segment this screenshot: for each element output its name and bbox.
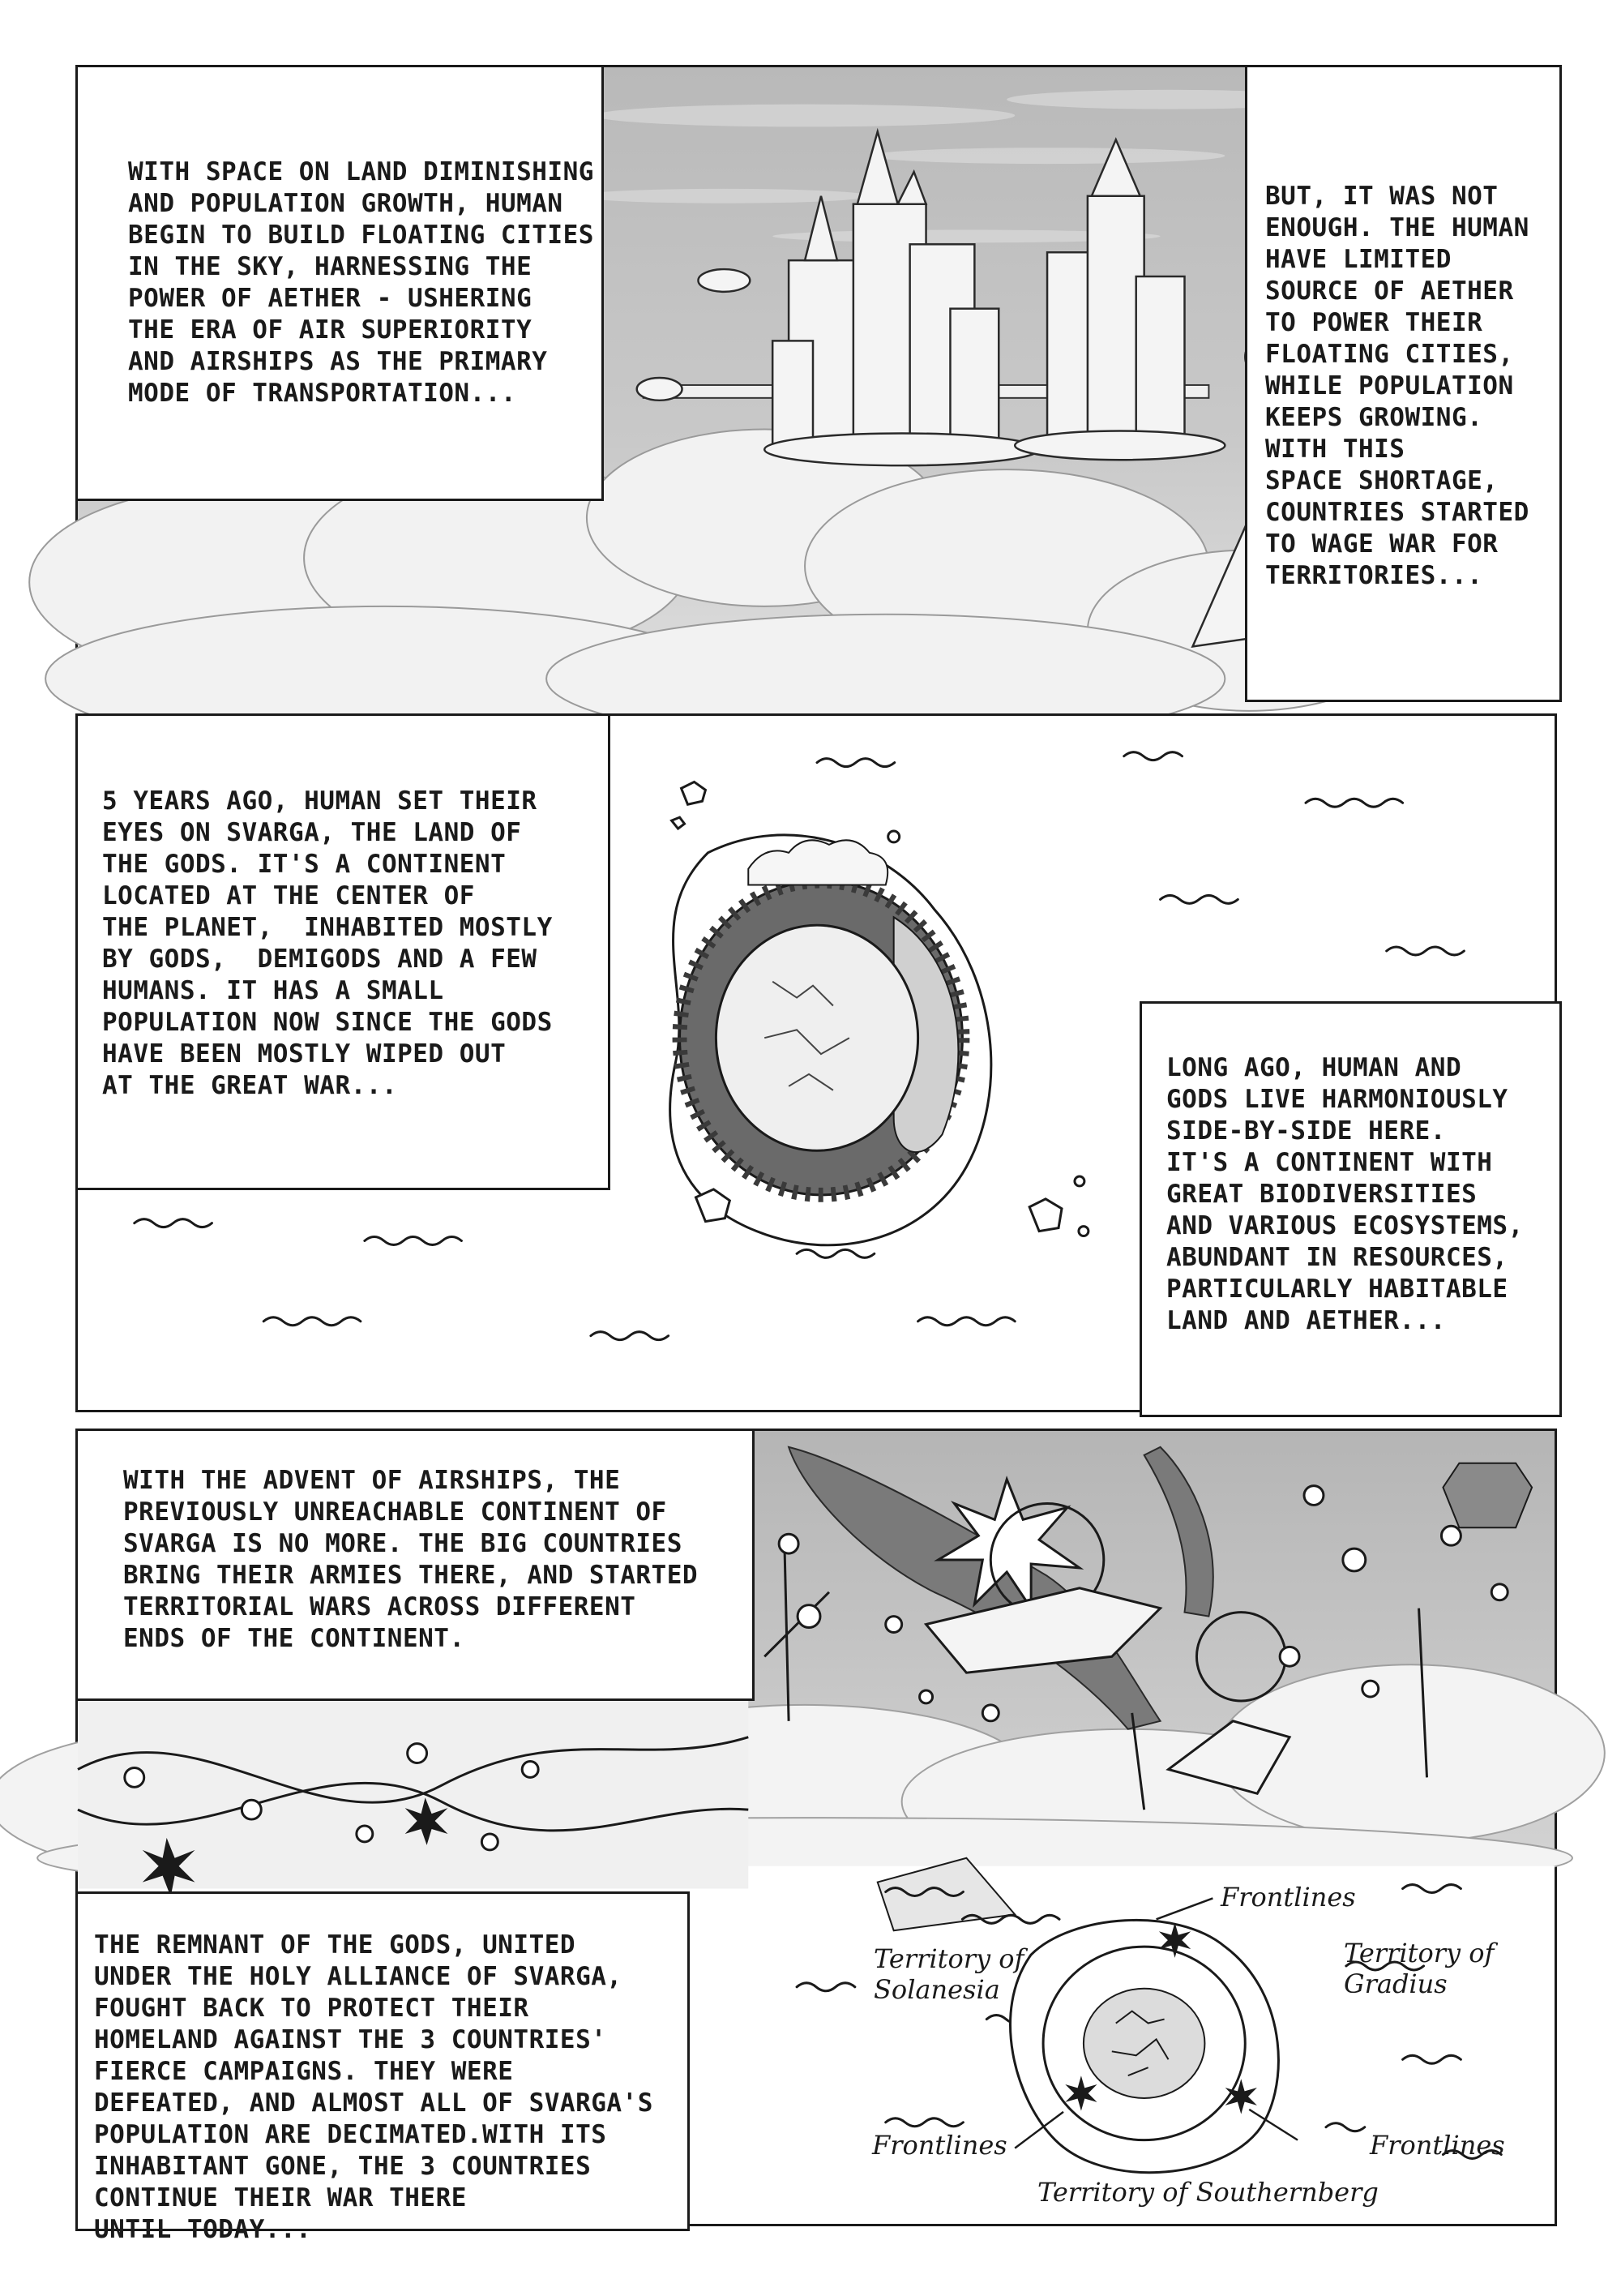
caption-line: COUNTRIES STARTED <box>1265 498 1529 527</box>
caption-line: WITH THIS <box>1265 435 1405 464</box>
caption-line: UNTIL TODAY... <box>94 2215 312 2244</box>
caption-line: SOURCE OF AETHER <box>1265 276 1514 306</box>
caption-line: EYES ON SVARGA, THE LAND OF <box>102 818 522 847</box>
caption-line: FLOATING CITIES, <box>1265 340 1514 369</box>
caption-line: POWER OF AETHER - USHERING <box>128 284 532 313</box>
caption-line: SPACE SHORTAGE, <box>1265 466 1499 495</box>
caption-line: THE GODS. IT'S A CONTINENT <box>102 850 507 879</box>
caption-line: AND AIRSHIPS AS THE PRIMARY <box>128 347 548 376</box>
caption-line: LONG AGO, HUMAN AND <box>1166 1053 1462 1082</box>
caption-line: POPULATION ARE DECIMATED.WITH ITS <box>94 2120 607 2149</box>
map-label-line: Territory of <box>874 1943 1024 1974</box>
caption-line: INHABITANT GONE, THE 3 COUNTRIES <box>94 2152 592 2181</box>
panel-svarga-war <box>75 1429 1557 2244</box>
caption-line: ENOUGH. THE HUMAN <box>1265 213 1529 242</box>
caption-line: UNDER THE HOLY ALLIANCE OF SVARGA, <box>94 1962 622 1991</box>
map-label-territory-southernberg: Territory of Southernberg <box>1037 2177 1379 2208</box>
caption-line: TERRITORIAL WARS ACROSS DIFFERENT <box>123 1592 636 1621</box>
narration-box-territory-war <box>1245 65 1562 702</box>
caption-line: AT THE GREAT WAR... <box>102 1071 398 1100</box>
panel-floating-cities <box>75 65 1557 697</box>
caption-line: GODS LIVE HARMONIOUSLY <box>1166 1085 1508 1114</box>
caption-line: BEGIN TO BUILD FLOATING CITIES <box>128 221 594 250</box>
map-label-frontlines-right: Frontlines <box>1370 2130 1505 2161</box>
map-label-line: Solanesia <box>874 1974 1000 2005</box>
map-label-line: Territory of <box>1344 1938 1495 1968</box>
map-label-line: Gradius <box>1344 1968 1448 1999</box>
caption-line: IN THE SKY, HARNESSING THE <box>128 252 532 281</box>
narration-box-svarga-intro <box>75 713 610 1190</box>
narration-box-advent-airships <box>75 1429 755 1701</box>
caption-line: GREAT BIODIVERSITIES <box>1166 1180 1478 1209</box>
caption-line: DEFEATED, AND ALMOST ALL OF SVARGA'S <box>94 2088 653 2118</box>
caption-line: PREVIOUSLY UNREACHABLE CONTINENT OF <box>123 1497 667 1527</box>
caption-line: ENDS OF THE CONTINENT. <box>123 1624 465 1653</box>
caption-line: TERRITORIES... <box>1265 561 1483 590</box>
caption-line: TO WAGE WAR FOR <box>1265 529 1499 559</box>
map-label-territory-gradius <box>1344 1938 1494 1999</box>
caption-line: WHILE POPULATION <box>1265 371 1514 401</box>
caption-line: HUMANS. IT HAS A SMALL <box>102 976 444 1005</box>
caption-line: MODE OF TRANSPORTATION... <box>128 379 517 408</box>
caption-line: IT'S A CONTINENT WITH <box>1166 1148 1493 1177</box>
caption-line: WITH SPACE ON LAND DIMINISHING <box>128 157 594 186</box>
caption-line: HAVE LIMITED <box>1265 245 1452 274</box>
narration-box-remnant-gods <box>75 1891 690 2244</box>
caption-line: POPULATION NOW SINCE THE GODS <box>102 1008 553 1037</box>
caption-line: KEEPS GROWING. <box>1265 403 1483 432</box>
panel-svarga-continent <box>75 713 1557 1412</box>
caption-line: PARTICULARLY HABITABLE <box>1166 1274 1508 1304</box>
map-label-frontlines-top: Frontlines <box>1221 1882 1356 1913</box>
caption-line: LOCATED AT THE CENTER OF <box>102 881 475 910</box>
caption-line: BY GODS, DEMIGODS AND A FEW <box>102 945 537 974</box>
caption-line: AND POPULATION GROWTH, HUMAN <box>128 189 563 218</box>
caption-line: SIDE-BY-SIDE HERE. <box>1166 1116 1446 1146</box>
caption-line: BRING THEIR ARMIES THERE, AND STARTED <box>123 1561 699 1590</box>
caption-line: TO POWER THEIR <box>1265 308 1483 337</box>
narration-box-svarga-history <box>1140 1001 1562 1417</box>
caption-line: FOUGHT BACK TO PROTECT THEIR <box>94 1994 529 2023</box>
map-label-frontlines-left: Frontlines <box>872 2130 1007 2161</box>
caption-line: THE ERA OF AIR SUPERIORITY <box>128 315 532 345</box>
caption-line: CONTINUE THEIR WAR THERE <box>94 2183 467 2212</box>
caption-line: BUT, IT WAS NOT <box>1265 182 1499 211</box>
caption-line: FIERCE CAMPAIGNS. THEY WERE <box>94 2057 514 2086</box>
caption-line: AND VARIOUS ECOSYSTEMS, <box>1166 1211 1524 1240</box>
caption-line: LAND AND AETHER... <box>1166 1306 1446 1335</box>
caption-line: ABUNDANT IN RESOURCES, <box>1166 1243 1508 1272</box>
caption-line: HAVE BEEN MOSTLY WIPED OUT <box>102 1039 507 1069</box>
caption-line: WITH THE ADVENT OF AIRSHIPS, THE <box>123 1466 621 1495</box>
map-label-territory-solanesia <box>874 1943 1024 2005</box>
caption-line: SVARGA IS NO MORE. THE BIG COUNTRIES <box>123 1529 682 1558</box>
caption-line: HOMELAND AGAINST THE 3 COUNTRIES' <box>94 2025 607 2054</box>
narration-box-floating-cities <box>75 65 604 501</box>
caption-line: THE PLANET, INHABITED MOSTLY <box>102 913 553 942</box>
caption-line: THE REMNANT OF THE GODS, UNITED <box>94 1930 576 1960</box>
caption-line: 5 YEARS AGO, HUMAN SET THEIR <box>102 786 537 816</box>
